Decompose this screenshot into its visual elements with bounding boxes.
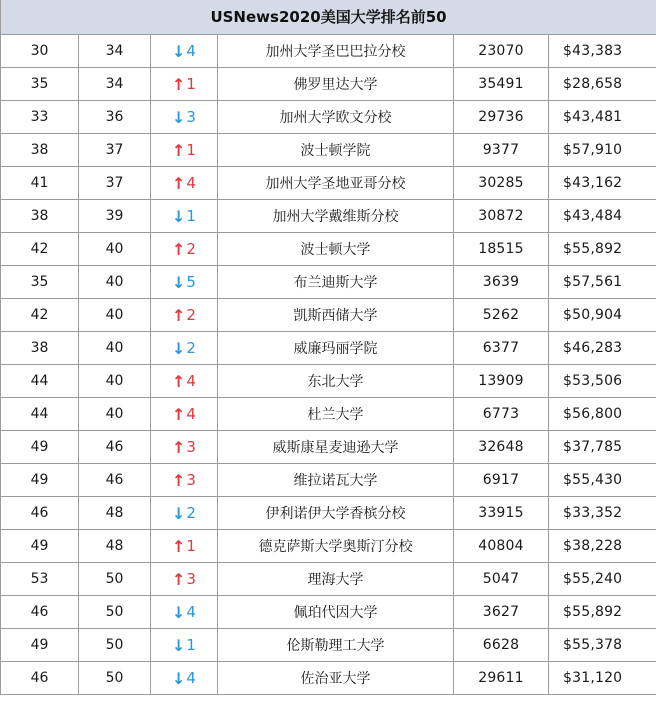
prev-rank-cell: 42: [1, 233, 79, 266]
arrow-up-icon: ↑: [172, 74, 186, 94]
rank-cell: 40: [79, 299, 151, 332]
students-cell: 5047: [454, 563, 549, 596]
school-name-cell: 东北大学: [218, 365, 454, 398]
change-cell: [151, 530, 218, 563]
change-cell: [151, 233, 218, 266]
tuition-cell: $43,481: [549, 101, 656, 134]
tuition-cell: $57,561: [549, 266, 656, 299]
tuition-cell: $55,240: [549, 563, 656, 596]
arrow-down-icon: ↓: [172, 206, 186, 226]
students-cell: 30285: [454, 167, 549, 200]
school-name-cell: 威斯康星麦迪逊大学: [218, 431, 454, 464]
change-value: 3: [186, 438, 196, 456]
tuition-cell: $55,430: [549, 464, 656, 497]
change-cell: [151, 167, 218, 200]
school-name-cell: 伊利诺伊大学香槟分校: [218, 497, 454, 530]
table-row: [1, 233, 656, 266]
change-value: 2: [186, 240, 196, 258]
prev-rank-cell: 35: [1, 266, 79, 299]
tuition-cell: $38,228: [549, 530, 656, 563]
school-name-cell: 加州大学圣地亚哥分校: [218, 167, 454, 200]
rank-cell: 40: [79, 233, 151, 266]
rank-cell: 50: [79, 629, 151, 662]
rank-cell: 40: [79, 332, 151, 365]
arrow-down-icon: ↓: [172, 602, 186, 622]
table-row: [1, 398, 656, 431]
students-cell: 29736: [454, 101, 549, 134]
rank-cell: 46: [79, 464, 151, 497]
change-value: 1: [186, 141, 196, 159]
tuition-cell: $53,506: [549, 365, 656, 398]
change-value: 4: [186, 405, 196, 423]
table-row: [1, 629, 656, 662]
change-value: 4: [186, 669, 196, 687]
change-cell: [151, 563, 218, 596]
table-row: [1, 200, 656, 233]
change-cell: [151, 431, 218, 464]
change-cell: [151, 365, 218, 398]
rank-cell: 36: [79, 101, 151, 134]
change-cell: [151, 299, 218, 332]
tuition-cell: $57,910: [549, 134, 656, 167]
rank-cell: 39: [79, 200, 151, 233]
school-name-cell: 伦斯勒理工大学: [218, 629, 454, 662]
arrow-up-icon: ↑: [172, 173, 186, 193]
prev-rank-cell: 44: [1, 398, 79, 431]
change-value: 4: [186, 174, 196, 192]
arrow-down-icon: ↓: [172, 635, 186, 655]
prev-rank-cell: 42: [1, 299, 79, 332]
rank-cell: 48: [79, 497, 151, 530]
arrow-down-icon: ↓: [172, 503, 186, 523]
tuition-cell: $56,800: [549, 398, 656, 431]
rank-cell: 50: [79, 596, 151, 629]
arrow-down-icon: ↓: [172, 668, 186, 688]
prev-rank-cell: 30: [1, 35, 79, 68]
table-title: USNews2020美国大学排名前50: [1, 0, 656, 35]
students-cell: 6377: [454, 332, 549, 365]
students-cell: 18515: [454, 233, 549, 266]
change-cell: [151, 35, 218, 68]
rank-cell: 48: [79, 530, 151, 563]
tuition-cell: $55,892: [549, 596, 656, 629]
students-cell: 40804: [454, 530, 549, 563]
change-cell: [151, 266, 218, 299]
school-name-cell: 理海大学: [218, 563, 454, 596]
tuition-cell: $46,283: [549, 332, 656, 365]
change-value: 2: [186, 504, 196, 522]
rank-cell: 50: [79, 563, 151, 596]
change-cell: [151, 629, 218, 662]
school-name-cell: 波士顿学院: [218, 134, 454, 167]
tuition-cell: $43,484: [549, 200, 656, 233]
change-cell: [151, 398, 218, 431]
students-cell: 33915: [454, 497, 549, 530]
students-cell: 3627: [454, 596, 549, 629]
table-row: [1, 35, 656, 68]
school-name-cell: 加州大学欧文分校: [218, 101, 454, 134]
table-row: [1, 497, 656, 530]
prev-rank-cell: 49: [1, 431, 79, 464]
tuition-cell: $33,352: [549, 497, 656, 530]
prev-rank-cell: 38: [1, 200, 79, 233]
tuition-cell: $37,785: [549, 431, 656, 464]
change-cell: [151, 497, 218, 530]
table-row: [1, 530, 656, 563]
change-value: 4: [186, 42, 196, 60]
change-cell: [151, 662, 218, 695]
students-cell: 30872: [454, 200, 549, 233]
table-title-row: [1, 0, 656, 35]
students-cell: 13909: [454, 365, 549, 398]
arrow-down-icon: ↓: [172, 272, 186, 292]
change-value: 2: [186, 339, 196, 357]
prev-rank-cell: 41: [1, 167, 79, 200]
arrow-up-icon: ↑: [172, 371, 186, 391]
students-cell: 6773: [454, 398, 549, 431]
prev-rank-cell: 33: [1, 101, 79, 134]
rank-cell: 37: [79, 167, 151, 200]
arrow-up-icon: ↑: [172, 470, 186, 490]
change-cell: [151, 464, 218, 497]
arrow-up-icon: ↑: [172, 404, 186, 424]
prev-rank-cell: 49: [1, 530, 79, 563]
table-row: [1, 332, 656, 365]
students-cell: 6628: [454, 629, 549, 662]
tuition-cell: $43,383: [549, 35, 656, 68]
prev-rank-cell: 38: [1, 134, 79, 167]
tuition-cell: $55,892: [549, 233, 656, 266]
prev-rank-cell: 46: [1, 596, 79, 629]
prev-rank-cell: 49: [1, 464, 79, 497]
change-value: 1: [186, 75, 196, 93]
table-row: [1, 365, 656, 398]
prev-rank-cell: 53: [1, 563, 79, 596]
change-cell: [151, 596, 218, 629]
students-cell: 32648: [454, 431, 549, 464]
change-cell: [151, 200, 218, 233]
tuition-cell: $31,120: [549, 662, 656, 695]
table-row: [1, 563, 656, 596]
arrow-up-icon: ↑: [172, 239, 186, 259]
arrow-down-icon: ↓: [172, 338, 186, 358]
change-cell: [151, 134, 218, 167]
table-row: [1, 596, 656, 629]
prev-rank-cell: 44: [1, 365, 79, 398]
table-row: [1, 101, 656, 134]
prev-rank-cell: 46: [1, 662, 79, 695]
students-cell: 35491: [454, 68, 549, 101]
change-cell: [151, 332, 218, 365]
students-cell: 29611: [454, 662, 549, 695]
change-value: 3: [186, 570, 196, 588]
tuition-cell: $28,658: [549, 68, 656, 101]
students-cell: 5262: [454, 299, 549, 332]
rank-cell: 46: [79, 431, 151, 464]
students-cell: 23070: [454, 35, 549, 68]
table-row: [1, 134, 656, 167]
table-row: [1, 464, 656, 497]
arrow-down-icon: ↓: [172, 41, 186, 61]
change-value: 3: [186, 108, 196, 126]
table-row: [1, 431, 656, 464]
school-name-cell: 佐治亚大学: [218, 662, 454, 695]
school-name-cell: 威廉玛丽学院: [218, 332, 454, 365]
change-value: 1: [186, 537, 196, 555]
arrow-up-icon: ↑: [172, 569, 186, 589]
school-name-cell: 德克萨斯大学奥斯汀分校: [218, 530, 454, 563]
school-name-cell: 杜兰大学: [218, 398, 454, 431]
change-cell: [151, 101, 218, 134]
rank-cell: 50: [79, 662, 151, 695]
arrow-down-icon: ↓: [172, 107, 186, 127]
school-name-cell: 凯斯西储大学: [218, 299, 454, 332]
table-row: [1, 299, 656, 332]
change-value: 1: [186, 636, 196, 654]
prev-rank-cell: 49: [1, 629, 79, 662]
tuition-cell: $50,904: [549, 299, 656, 332]
rank-cell: 40: [79, 365, 151, 398]
tuition-cell: $43,162: [549, 167, 656, 200]
table-row: [1, 167, 656, 200]
change-value: 2: [186, 306, 196, 324]
students-cell: 9377: [454, 134, 549, 167]
arrow-up-icon: ↑: [172, 140, 186, 160]
change-value: 3: [186, 471, 196, 489]
change-cell: [151, 68, 218, 101]
rank-cell: 34: [79, 35, 151, 68]
rank-cell: 37: [79, 134, 151, 167]
change-value: 4: [186, 603, 196, 621]
rank-cell: 40: [79, 266, 151, 299]
rank-cell: 40: [79, 398, 151, 431]
school-name-cell: 布兰迪斯大学: [218, 266, 454, 299]
table-row: [1, 266, 656, 299]
students-cell: 3639: [454, 266, 549, 299]
students-cell: 6917: [454, 464, 549, 497]
school-name-cell: 加州大学圣巴巴拉分校: [218, 35, 454, 68]
arrow-up-icon: ↑: [172, 536, 186, 556]
prev-rank-cell: 35: [1, 68, 79, 101]
change-value: 4: [186, 372, 196, 390]
school-name-cell: 佩珀代因大学: [218, 596, 454, 629]
tuition-cell: $55,378: [549, 629, 656, 662]
school-name-cell: 加州大学戴维斯分校: [218, 200, 454, 233]
prev-rank-cell: 38: [1, 332, 79, 365]
change-value: 5: [186, 273, 196, 291]
change-value: 1: [186, 207, 196, 225]
school-name-cell: 维拉诺瓦大学: [218, 464, 454, 497]
prev-rank-cell: 46: [1, 497, 79, 530]
table-row: [1, 662, 656, 695]
arrow-up-icon: ↑: [172, 437, 186, 457]
school-name-cell: 佛罗里达大学: [218, 68, 454, 101]
rank-cell: 34: [79, 68, 151, 101]
school-name-cell: 波士顿大学: [218, 233, 454, 266]
arrow-up-icon: ↑: [172, 305, 186, 325]
table-row: [1, 68, 656, 101]
